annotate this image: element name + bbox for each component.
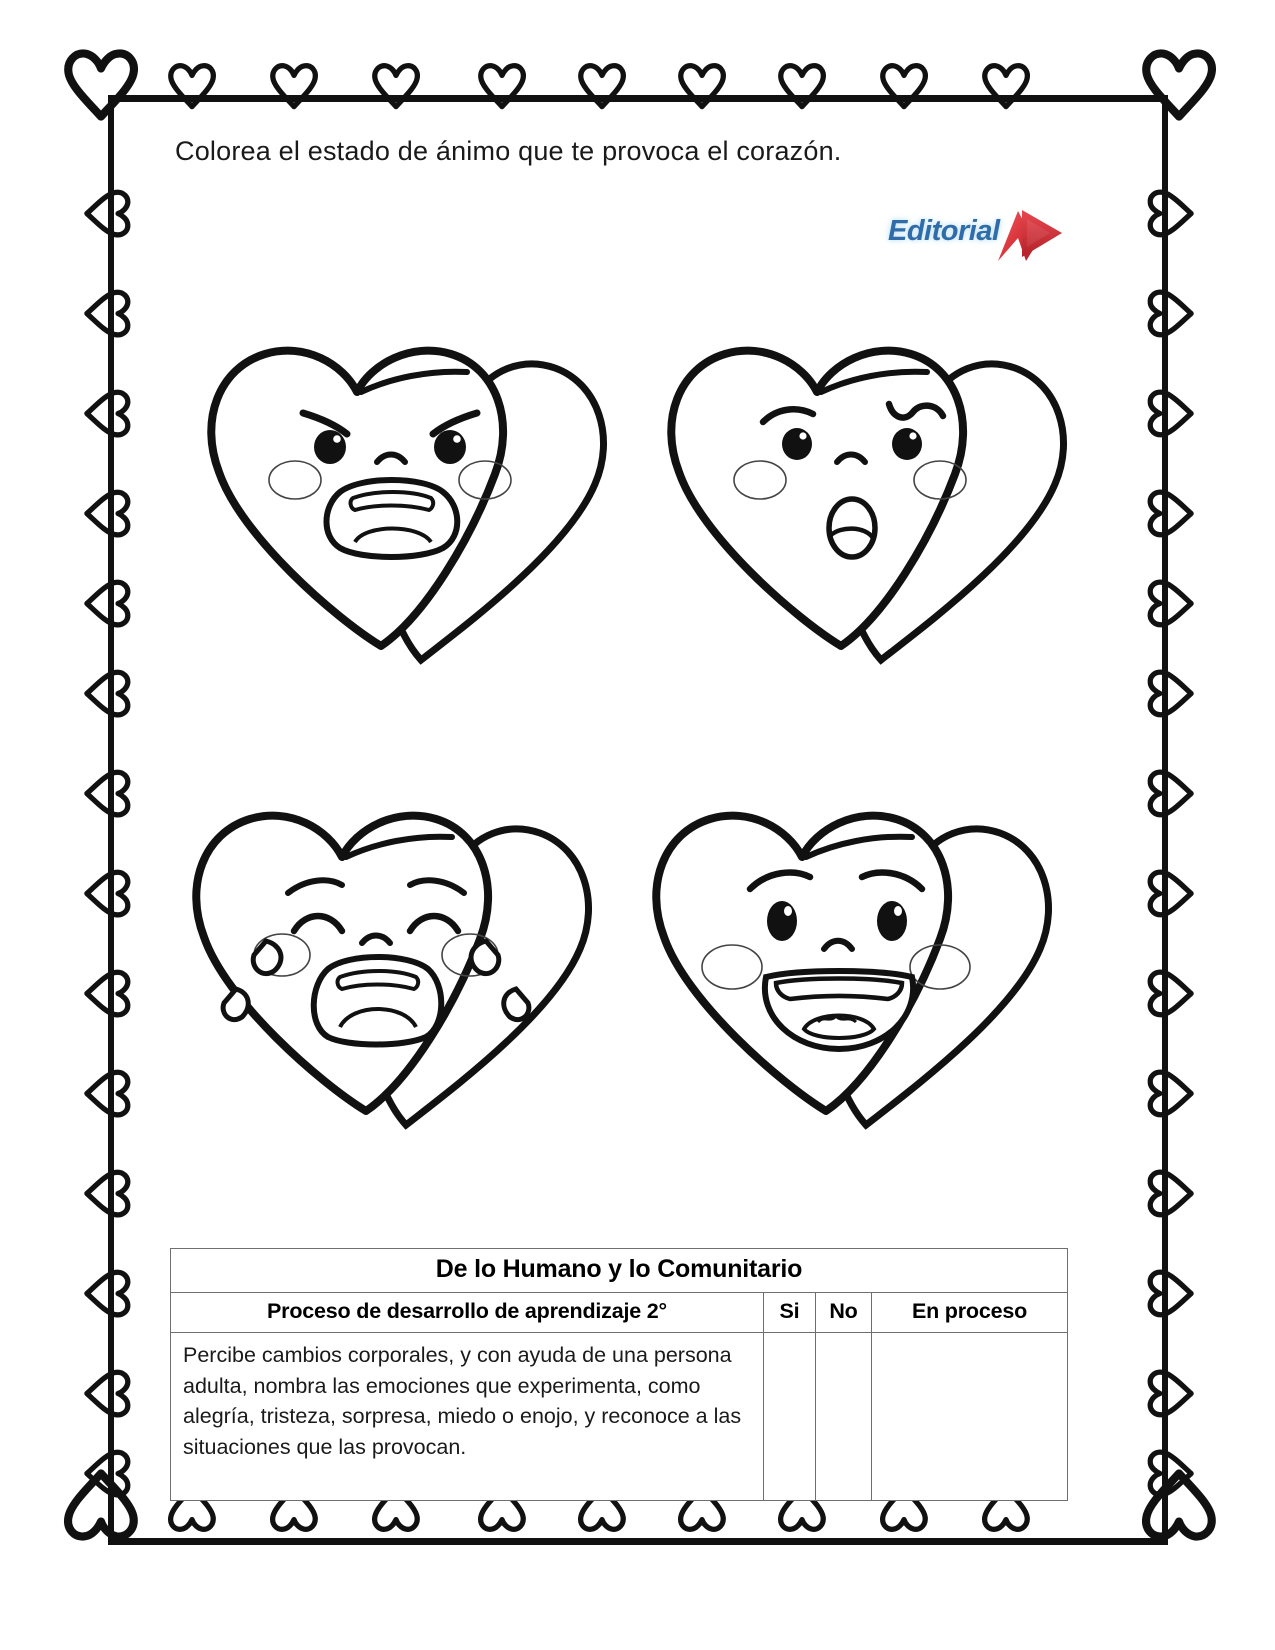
border-heart-right-1 <box>1146 190 1194 242</box>
border-line-right <box>1162 95 1168 1545</box>
heart-card-sorpresa[interactable] <box>645 280 1065 660</box>
heart-card-alegria[interactable] <box>630 745 1050 1125</box>
heart-icon <box>1147 1450 1194 1498</box>
logo-wordmark: Editorial <box>888 215 1000 247</box>
border-heart-corner-bottom-right <box>1142 1470 1216 1547</box>
border-heart-top-5 <box>578 62 626 114</box>
checkbox-cell-si[interactable] <box>764 1333 816 1501</box>
editorial-md-logo <box>888 203 1068 265</box>
border-heart-corner-top-left <box>64 48 138 125</box>
table-row <box>171 1333 1068 1501</box>
heart-icon <box>1147 190 1194 238</box>
border-line-bottom <box>108 1538 1168 1545</box>
heart-icon <box>1147 670 1194 718</box>
border-heart-right-9 <box>1146 970 1194 1022</box>
border-heart-right-11 <box>1146 1170 1194 1222</box>
heart-icon <box>1147 1370 1194 1418</box>
border-heart-right-13 <box>1146 1370 1194 1422</box>
criterion-text: Percibe cambios corporales, y con ayuda de una persona adulta, nombra las emociones que experimenta, como alegría, tristeza, sorpresa, miedo o enojo, y reconoce a las situaciones que las provocan. <box>171 1333 764 1501</box>
border-heart-top-8 <box>880 62 928 114</box>
border-heart-right-12 <box>1146 1270 1194 1322</box>
table-title-row <box>171 1249 1068 1293</box>
evaluation-table <box>170 1248 1068 1501</box>
heart-icon <box>1142 48 1216 120</box>
column-header-no: No <box>816 1293 872 1333</box>
border-heart-top-1 <box>168 62 216 114</box>
heart-icon <box>1147 1270 1194 1318</box>
heart-icon <box>1147 490 1194 538</box>
heart-icon <box>64 1470 138 1542</box>
border-heart-right-7 <box>1146 770 1194 822</box>
border-heart-right-10 <box>1146 1070 1194 1122</box>
border-heart-corner-top-right <box>1142 48 1216 125</box>
border-heart-top-3 <box>372 62 420 114</box>
checkbox-cell-no[interactable] <box>816 1333 872 1501</box>
border-heart-top-7 <box>778 62 826 114</box>
border-heart-right-4 <box>1146 490 1194 542</box>
heart-icon <box>1147 1170 1194 1218</box>
logo-md-mark-icon <box>996 205 1066 263</box>
border-heart-right-14 <box>1146 1450 1194 1502</box>
heart-faces-grid <box>150 280 1130 1150</box>
heart-card-enojo[interactable] <box>185 280 605 660</box>
heart-icon <box>1147 290 1194 338</box>
heart-icon <box>1147 770 1194 818</box>
heart-card-tristeza[interactable] <box>170 745 590 1125</box>
heart-icon <box>1147 580 1194 628</box>
border-heart-top-6 <box>678 62 726 114</box>
column-header-en-proceso: En proceso <box>872 1293 1068 1333</box>
column-header-criterion: Proceso de desarrollo de aprendizaje 2° <box>171 1293 764 1333</box>
checkbox-cell-en-proceso[interactable] <box>872 1333 1068 1501</box>
heart-icon <box>1142 1470 1216 1542</box>
border-heart-top-9 <box>982 62 1030 114</box>
table-title: De lo Humano y lo Comunitario <box>171 1249 1068 1293</box>
heart-icon <box>1147 970 1194 1018</box>
column-header-si: Si <box>764 1293 816 1333</box>
border-heart-right-2 <box>1146 290 1194 342</box>
border-heart-right-6 <box>1146 670 1194 722</box>
table-header-row <box>171 1293 1068 1333</box>
heart-icon <box>64 48 138 120</box>
border-heart-right-5 <box>1146 580 1194 632</box>
border-heart-top-2 <box>270 62 318 114</box>
border-heart-corner-bottom-left <box>64 1470 138 1547</box>
instruction-text: Colorea el estado de ánimo que te provoca el corazón. <box>175 136 842 166</box>
heart-icon <box>1147 390 1194 438</box>
border-heart-right-3 <box>1146 390 1194 442</box>
border-line-top <box>108 95 1168 102</box>
border-heart-right-8 <box>1146 870 1194 922</box>
border-line-left <box>108 95 114 1545</box>
border-heart-top-4 <box>478 62 526 114</box>
heart-icon <box>1147 1070 1194 1118</box>
heart-icon <box>1147 870 1194 918</box>
